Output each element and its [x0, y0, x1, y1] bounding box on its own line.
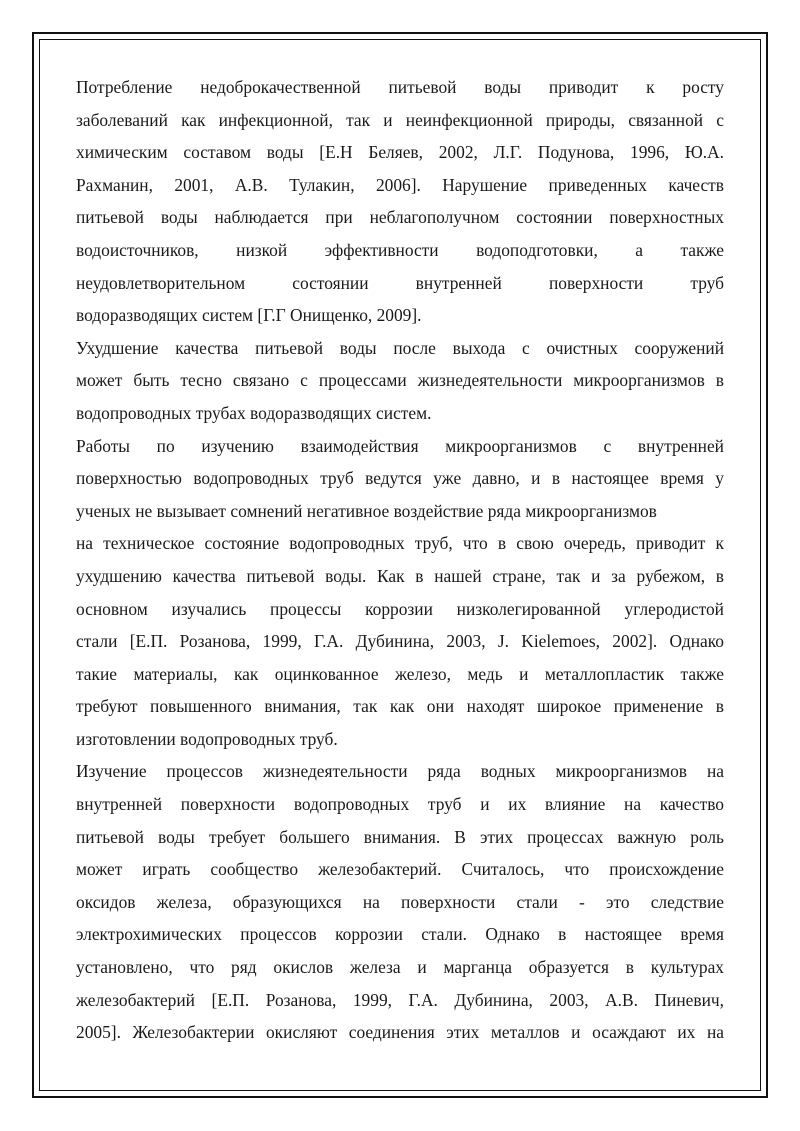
text-line: электрохимических процессов коррозии стали. Однако в настоящее время: [76, 924, 724, 945]
text-line: может быть тесно связано с процессами жизнедеятельности микроорганизмов в: [76, 370, 724, 391]
text-line: такие материалы, как оцинкованное железо, медь и металлопластик также: [76, 663, 724, 684]
text-line: водоразводящих систем [Г.Г Онищенко, 2009].: [76, 305, 422, 326]
text-line: питьевой воды наблюдается при неблагополучном состоянии поверхностных: [76, 207, 724, 228]
text-line: Рахманин, 2001, А.В. Тулакин, 2006]. Нарушение приведенных качеств: [76, 174, 724, 195]
paragraph-2: [76, 332, 724, 430]
text-line: железобактерий [Е.П. Розанова, 1999, Г.А. Дубинина, 2003, А.В. Пиневич,: [76, 989, 724, 1010]
text-line: химическим составом воды [Е.Н Беляев, 2002, Л.Г. Подунова, 1996, Ю.А.: [76, 142, 724, 163]
text-line: основном изучались процессы коррозии низколегированной углеродистой: [76, 598, 724, 619]
paragraph-1: [76, 71, 724, 332]
text-line: Работы по изучению взаимодействия микроорганизмов с внутренней: [76, 435, 724, 456]
text-line: водопроводных трубах водоразводящих систем.: [76, 402, 432, 423]
text-line: Ухудшение качества питьевой воды после выхода с очистных сооружений: [76, 337, 724, 358]
text-line: на техническое состояние водопроводных труб, что в свою очередь, приводит к: [76, 533, 724, 554]
text-line: водоисточников, низкой эффективности водоподготовки, а также: [76, 239, 724, 260]
text-line: ухудшению качества питьевой воды. Как в нашей стране, так и за рубежом, в: [76, 565, 724, 586]
text-line: Потребление недоброкачественной питьевой воды приводит к росту: [76, 77, 724, 97]
text-line: оксидов железа, образующихся на поверхности стали - это следствие: [76, 891, 724, 912]
text-line: ученых не вызывает сомнений негативное воздействие ряда микроорганизмов: [76, 500, 657, 521]
text-line: поверхностью водопроводных труб ведутся уже давно, и в настоящее время у: [76, 468, 724, 489]
text-line: требуют повышенного внимания, так как они находят широкое применение в: [76, 696, 724, 717]
text-line: Изучение процессов жизнедеятельности ряда водных микроорганизмов на: [76, 761, 724, 782]
text-line: стали [Е.П. Розанова, 1999, Г.А. Дубинина, 2003, J. Kielemoes, 2002]. Однако: [76, 631, 724, 652]
paragraph-4: [76, 755, 724, 1048]
text-line: питьевой воды требует большего внимания. В этих процессах важную роль: [76, 826, 724, 847]
paragraph-3: [76, 430, 724, 756]
text-line: 2005]. Железобактерии окисляют соединения этих металлов и осаждают их на: [76, 1022, 724, 1043]
text-line: заболеваний как инфекционной, так и неинфекционной природы, связанной с: [76, 109, 724, 130]
text-line: неудовлетворительном состоянии внутренней поверхности труб: [76, 272, 724, 293]
text-line: установлено, что ряд окислов железа и марганца образуется в культурах: [76, 957, 724, 978]
document-body: [76, 71, 724, 1049]
text-line: изготовлении водопроводных труб.: [76, 728, 338, 749]
text-line: внутренней поверхности водопроводных труб и их влияние на качество: [76, 794, 724, 815]
text-line: может играть сообщество железобактерий. Считалось, что происхождение: [76, 859, 724, 880]
